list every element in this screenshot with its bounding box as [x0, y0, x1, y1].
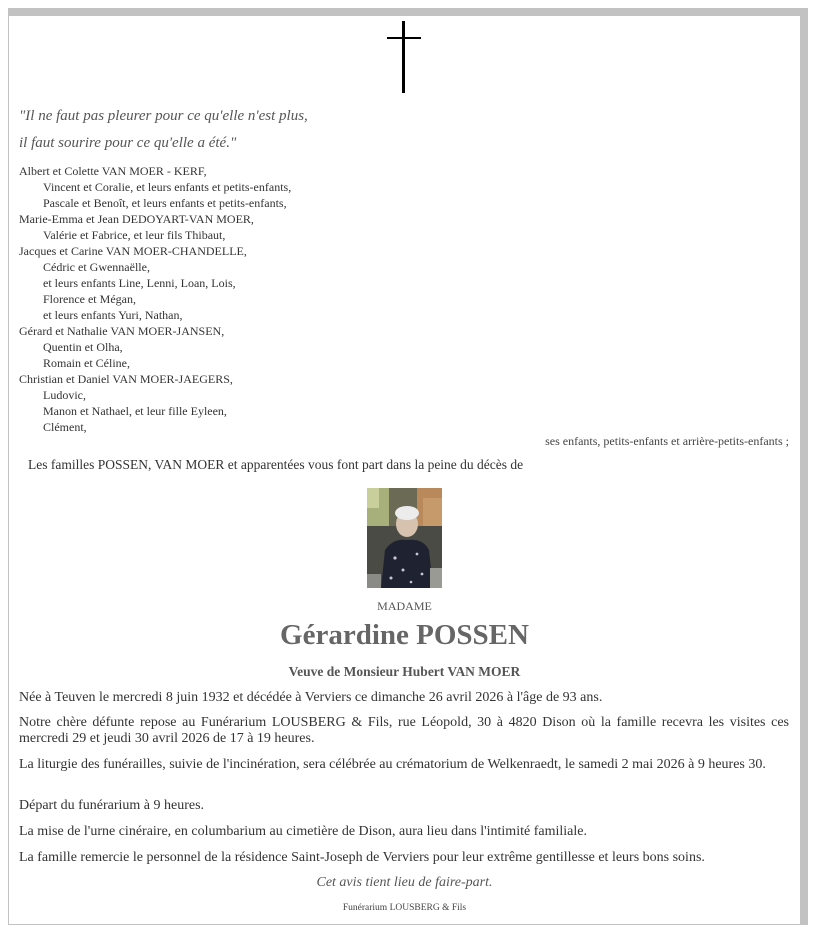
frame-right-border — [800, 8, 808, 925]
family-line: Marie-Emma et Jean DEDOYART-VAN MOER, — [19, 212, 254, 226]
departure-text: Départ du funérarium à 9 heures. — [19, 798, 205, 813]
family-line: Manon et Nathael, et leur fille Eyleen, — [43, 404, 227, 418]
birth-death-text: Née à Teuven le mercredi 8 juin 1932 et décédée à Verviers ce dimanche 26 avril 2026 à l'âge de 93 ans. — [19, 690, 603, 705]
family-line: Clément, — [43, 420, 87, 434]
deceased-photo — [367, 488, 442, 588]
family-line: Albert et Colette VAN MOER - KERF, — [19, 164, 207, 178]
family-line: et leurs enfants Line, Lenni, Loan, Lois, — [43, 276, 236, 290]
family-line: Christian et Daniel VAN MOER-JAEGERS, — [19, 372, 233, 386]
liturgy-text: La liturgie des funérailles, suivie de l'incinération, sera célébrée au crématorium de Welkenraedt, le samedi 2 mai 2026 à 9 heures 30. — [19, 757, 766, 772]
thanks-text: La famille remercie le personnel de la résidence Saint-Joseph de Verviers pour leur extrême gentillesse et leurs bons soins. — [19, 850, 705, 865]
family-line: Pascale et Benoît, et leurs enfants et petits-enfants, — [43, 196, 287, 210]
announcement: Les familles POSSEN, VAN MOER et apparentées vous font part dans la peine du décès de — [28, 457, 524, 472]
footer-funeral-home: Funérarium LOUSBERG & Fils — [342, 903, 467, 913]
frame-top-border — [8, 8, 808, 16]
widow-of: Veuve de Monsieur Hubert VAN MOER — [288, 664, 521, 679]
visits-text: Notre chère défunte repose au Funérarium LOUSBERG & Fils, rue Léopold, 30 à 4820 Dison où la famille recevra les visites ces mercredi 29 et jeudi 30 avril 2026 de 17 à 19 heures. — [19, 715, 789, 746]
family-line: et leurs enfants Yuri, Nathan, — [43, 308, 183, 322]
family-line: Valérie et Fabrice, et leur fils Thibaut, — [43, 228, 226, 242]
cross-horizontal-bar — [387, 37, 421, 39]
family-line: Cédric et Gwennaëlle, — [43, 260, 150, 274]
quote-line-1: "Il ne faut pas pleurer pour ce qu'elle n'est plus, — [19, 108, 308, 124]
quote-line-2: il faut sourire pour ce qu'elle a été." — [19, 135, 237, 151]
family-line: Gérard et Nathalie VAN MOER-JANSEN, — [19, 324, 225, 338]
cross-vertical-bar — [402, 21, 405, 93]
deceased-name: Gérardine POSSEN — [280, 619, 529, 651]
urn-text: La mise de l'urne cinéraire, en columbarium au cimetière de Dison, aura lieu dans l'intimité familiale. — [19, 824, 587, 839]
family-suffix: ses enfants, petits-enfants et arrière-petits-enfants ; — [545, 434, 789, 448]
family-line: Vincent et Coralie, et leurs enfants et petits-enfants, — [43, 180, 292, 194]
honorific: MADAME — [377, 599, 432, 613]
family-line: Romain et Céline, — [43, 356, 130, 370]
frame-bottom-border — [8, 924, 808, 925]
family-line: Ludovic, — [43, 388, 86, 402]
obituary-page — [9, 16, 800, 924]
portrait-image — [367, 488, 442, 588]
closing-note: Cet avis tient lieu de faire-part. — [316, 875, 493, 890]
family-list — [19, 163, 291, 435]
family-line: Quentin et Olha, — [43, 340, 123, 354]
cross-icon — [387, 21, 421, 93]
family-line: Florence et Mégan, — [43, 292, 136, 306]
family-line: Jacques et Carine VAN MOER-CHANDELLE, — [19, 244, 247, 258]
